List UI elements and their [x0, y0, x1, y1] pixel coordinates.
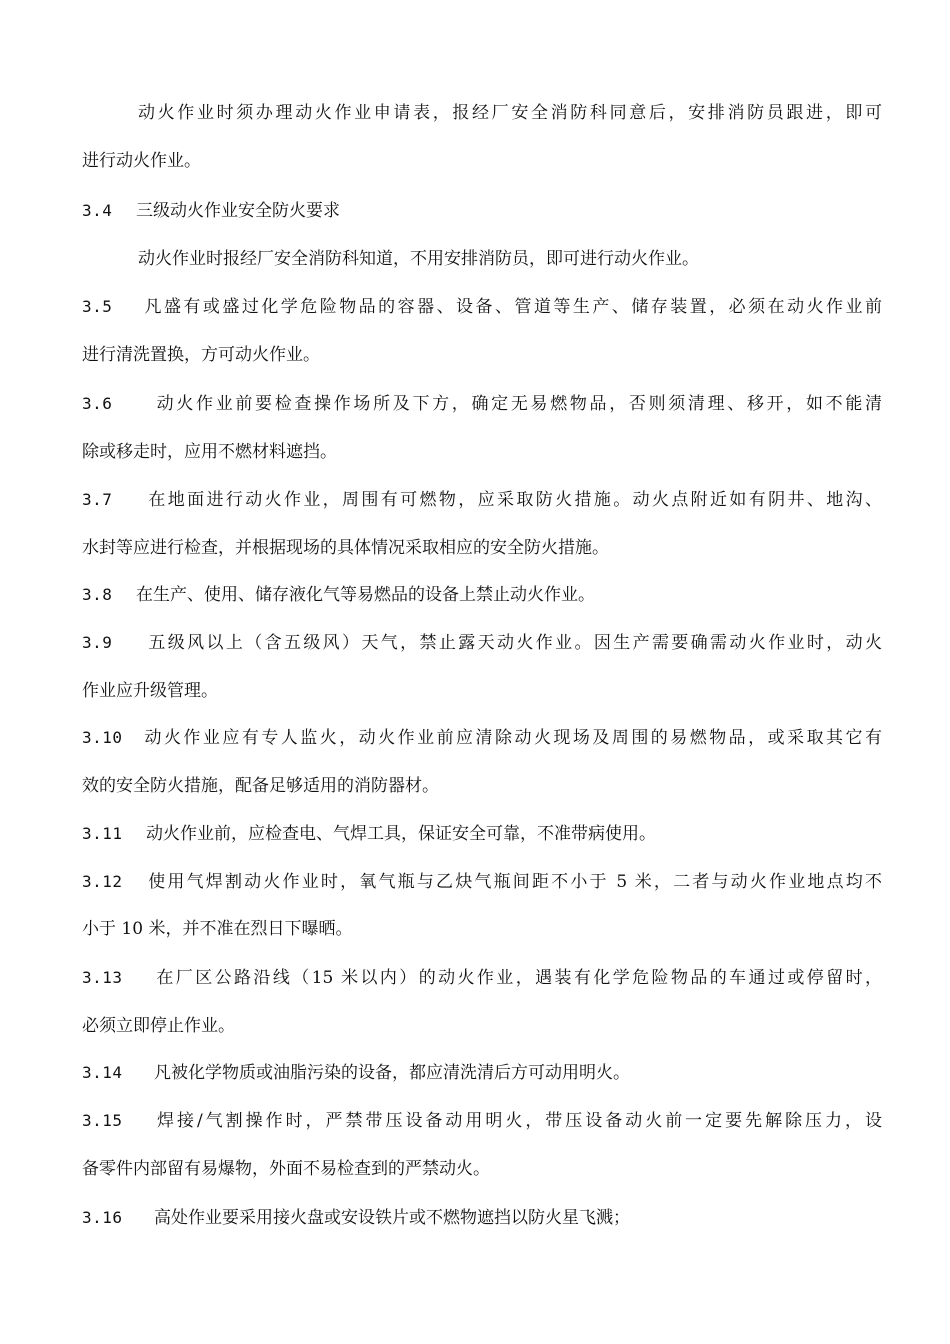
section-3-16	[82, 1206, 882, 1230]
section-text: 凡盛有或盛过化学危险物品的容器、设备、管道等生产、储存装置，必须在动火作业前	[142, 297, 882, 317]
intro-line-1: 动火作业时须办理动火作业申请表，报经厂安全消防科同意后，安排消防员跟进，即可	[138, 103, 882, 123]
section-3-9-line-2: 作业应升级管理。	[82, 681, 218, 701]
section-3-4-body: 动火作业时报经厂安全消防科知道，不用安排消防员，即可进行动火作业。	[138, 249, 699, 269]
section-3-4	[82, 199, 882, 223]
section-3-13-line-2: 必须立即停止作业。	[82, 1016, 235, 1036]
section-text: 动火作业应有专人监火，动火作业前应清除动火现场及周围的易燃物品，或采取其它有	[142, 728, 882, 748]
section-3-8	[82, 583, 882, 607]
section-3-9-line-1	[82, 631, 882, 655]
section-number: 3.6	[82, 394, 113, 413]
section-number: 3.16	[82, 1208, 123, 1227]
section-text: 在生产、使用、储存液化气等易燃品的设备上禁止动火作业。	[136, 585, 595, 605]
section-number: 3.4	[82, 201, 113, 220]
intro-line-2: 进行动火作业。	[82, 151, 201, 171]
section-number: 3.10	[82, 728, 123, 747]
section-text: 使用气焊割动火作业时，氧气瓶与乙炔气瓶间距不小于 5 米，二者与动火作业地点均不	[146, 872, 882, 892]
section-number: 3.7	[82, 490, 113, 509]
section-number: 3.9	[82, 633, 113, 652]
section-3-5-line-1	[82, 295, 882, 319]
section-3-15-line-1	[82, 1109, 882, 1133]
section-text: 五级风以上（含五级风）天气，禁止露天动火作业。因生产需要确需动火作业时，动火	[146, 633, 882, 653]
section-3-6-line-1	[82, 392, 882, 416]
section-text: 高处作业要采用接火盘或安设铁片或不燃物遮挡以防火星飞溅；	[154, 1208, 630, 1228]
section-number: 3.5	[82, 297, 113, 316]
section-number: 3.11	[82, 824, 123, 843]
section-3-10-line-2: 效的安全防火措施，配备足够适用的消防器材。	[82, 776, 439, 796]
section-3-15-line-2: 备零件内部留有易爆物，外面不易检查到的严禁动火。	[82, 1159, 490, 1179]
section-text: 动火作业前要检查操作场所及下方，确定无易燃物品，否则须清理、移开，如不能清	[154, 394, 882, 414]
section-3-10-line-1	[82, 726, 882, 750]
section-text: 凡被化学物质或油脂污染的设备，都应清洗清后方可动用明火。	[154, 1063, 630, 1083]
section-3-14	[82, 1061, 882, 1085]
section-3-12-line-1	[82, 870, 882, 894]
section-text: 在地面进行动火作业，周围有可燃物，应采取防火措施。动火点附近如有阴井、地沟、	[146, 490, 882, 510]
section-title: 三级动火作业安全防火要求	[136, 201, 340, 221]
section-number: 3.15	[82, 1111, 123, 1130]
section-text: 在厂区公路沿线（15 米以内）的动火作业，遇装有化学危险物品的车通过或停留时，	[154, 968, 882, 988]
section-3-6-line-2: 除或移走时，应用不燃材料遮挡。	[82, 442, 337, 462]
section-number: 3.8	[82, 585, 113, 604]
section-number: 3.12	[82, 872, 123, 891]
section-number: 3.14	[82, 1063, 123, 1082]
section-text: 动火作业前，应检查电、气焊工具，保证安全可靠，不准带病使用。	[146, 824, 656, 844]
section-3-13-line-1	[82, 966, 882, 990]
section-3-5-line-2: 进行清洗置换，方可动火作业。	[82, 345, 320, 365]
section-3-11	[82, 822, 882, 846]
section-text: 焊接/气割操作时，严禁带压设备动用明火，带压设备动火前一定要先解除压力，设	[154, 1111, 882, 1131]
section-number: 3.13	[82, 968, 123, 987]
section-3-7-line-2: 水封等应进行检查，并根据现场的具体情况采取相应的安全防火措施。	[82, 538, 609, 558]
section-3-7-line-1	[82, 488, 882, 512]
section-3-12-line-2: 小于 10 米，并不准在烈日下曝晒。	[82, 919, 353, 939]
